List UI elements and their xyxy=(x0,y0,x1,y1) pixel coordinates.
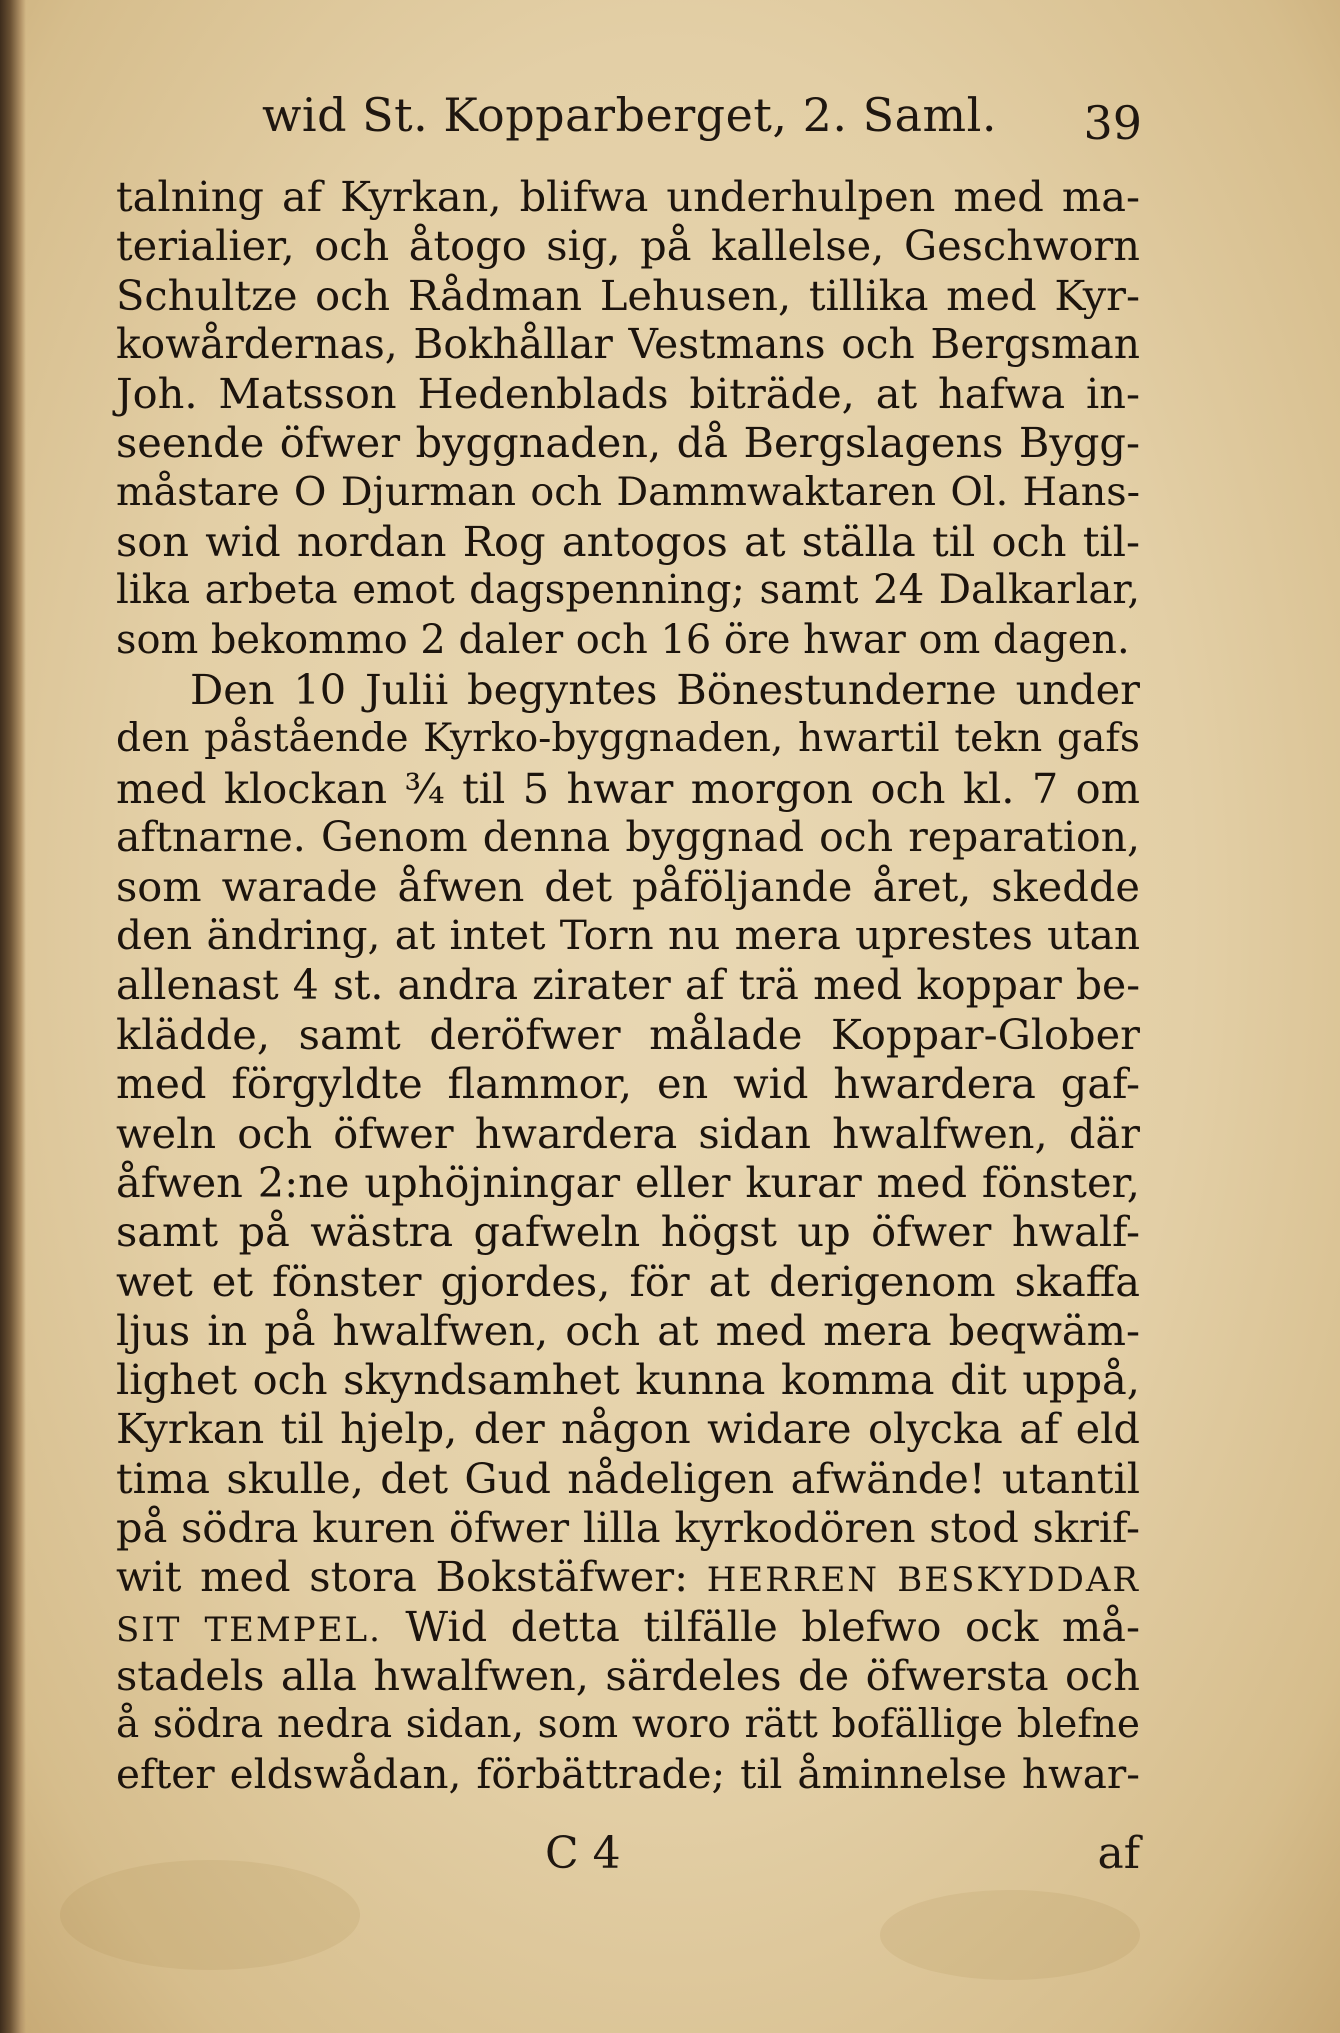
text-line: den påstående Kyrko-byggnaden, hwartil tekn gafs xyxy=(116,716,1140,762)
text-line xyxy=(116,1602,1140,1651)
inscription-text: SIT TEMPEL. xyxy=(116,1609,382,1650)
text-line: på södra kuren öfwer lilla kyrkodören stod skrif- xyxy=(116,1503,1140,1553)
text-line: som bekommo 2 daler och 16 öre hwar om dagen. xyxy=(116,616,1130,663)
text-line: son wid nordan Rog antogos at ställa til och til- xyxy=(116,517,1140,567)
text-line: den ändring, at intet Torn nu mera uprestes utan xyxy=(116,911,1140,960)
text-line: Joh. Matsson Hedenblads biträde, at hafwa in- xyxy=(116,369,1140,419)
page-header xyxy=(262,88,1142,158)
running-head: wid St. Kopparberget, 2. Saml. xyxy=(262,88,997,142)
text-line: lika arbeta emot dagspenning; samt 24 Dalkarlar, xyxy=(116,567,1140,614)
text-line: samt på wästra gafweln högst up öfwer hwalf- xyxy=(116,1207,1140,1257)
text-line: weln och öfwer hwardera sidan hwalfwen, där xyxy=(116,1108,1140,1158)
text-line: terialier, och åtogo sig, på kallelse, Geschworn xyxy=(116,221,1140,271)
catchword: af xyxy=(1097,1828,1140,1879)
text-line: Den 10 Julii begyntes Bönestunderne under xyxy=(190,664,1140,714)
text-line: med förgyldte flammor, en wid hwardera gaf- xyxy=(116,1059,1140,1109)
text-line: wet et fönster gjordes, för at derigenom skaffa xyxy=(116,1256,1140,1306)
text-line: som warade åfwen det påföljande året, skedde xyxy=(116,862,1140,912)
page-footer xyxy=(545,1828,1140,1888)
text-line-part: Wid detta tilfälle blefwo ock må- xyxy=(405,1601,1140,1651)
text-line: klädde, samt deröfwer målade Koppar-Glober xyxy=(116,1010,1140,1060)
paper-stain xyxy=(60,1860,360,1970)
text-line: allenast 4 st. andra zirater af trä med koppar be- xyxy=(116,960,1140,1009)
text-line: efter eldswådan, förbättrade; til åminnelse hwar- xyxy=(116,1749,1140,1798)
text-line: å södra nedra sidan, som woro rätt bofällige blefne xyxy=(116,1702,1140,1748)
page-number: 39 xyxy=(1083,96,1142,150)
text-line: med klockan ¾ til 5 hwar morgon och kl. 7 om xyxy=(116,763,1140,813)
text-line: åfwen 2:ne uphöjningar eller kurar med fönster, xyxy=(116,1157,1140,1207)
paper-stain xyxy=(880,1890,1140,1980)
inscription-text: HERREN BESKYDDAR xyxy=(706,1560,1141,1601)
text-line: Schultze och Rådman Lehusen, tillika med Kyr- xyxy=(116,270,1140,320)
text-line: kowårdernas, Bokhållar Vestmans och Bergsman xyxy=(116,319,1140,368)
body-text xyxy=(116,172,1140,1799)
text-line: aftnarne. Genom denna byggnad och reparation, xyxy=(116,812,1140,861)
text-line-part: wit med stora Bokstäfwer: xyxy=(116,1552,689,1602)
text-line: seende öfwer byggnaden, då Bergslagens Bygg- xyxy=(116,418,1140,468)
signature-mark: C 4 xyxy=(545,1828,621,1879)
text-line xyxy=(116,1552,1140,1601)
text-line: stadels alla hwalfwen, särdeles de öfwersta och xyxy=(116,1650,1140,1700)
text-line: talning af Kyrkan, blifwa underhulpen med ma- xyxy=(116,172,1140,221)
text-line: ljus in på hwalfwen, och at med mera beqwäm- xyxy=(116,1305,1140,1355)
text-line: Kyrkan til hjelp, der någon widare olycka af eld xyxy=(116,1404,1140,1454)
text-line: måstare O Djurman och Dammwaktaren Ol. Hans- xyxy=(116,468,1140,515)
page-binding-edge xyxy=(0,0,26,2033)
text-line: tima skulle, det Gud nådeligen afwände! utantil xyxy=(116,1453,1140,1503)
text-line: lighet och skyndsamhet kunna komma dit uppå, xyxy=(116,1355,1140,1405)
